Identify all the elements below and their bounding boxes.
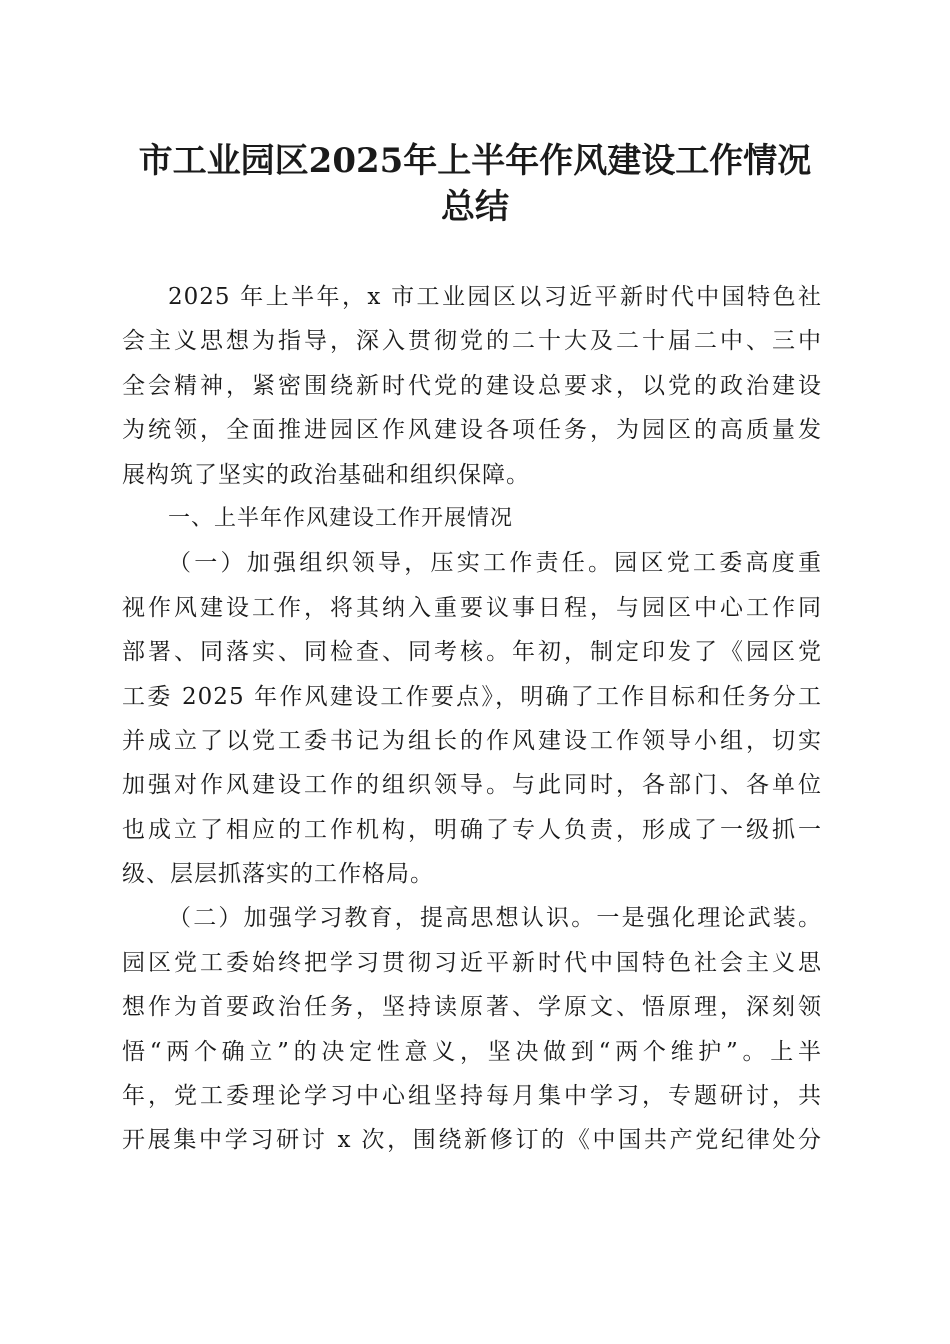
title-line-2: 总结: [441, 187, 509, 227]
para1-line: 加强对作风建设工作的组织领导。与此同时，各部门、各单位: [122, 772, 822, 799]
para1-line: （一）加强组织领导，压实工作责任。园区党工委高度重: [168, 550, 822, 577]
para2-line: 开展集中学习研讨 x 次，围绕新修订的《中国共产党纪律处分: [122, 1127, 822, 1154]
document-title: [100, 138, 850, 230]
para2-line: 园区党工委始终把学习贯彻习近平新时代中国特色社会主义思: [122, 949, 822, 976]
para1-line: 级、层层抓落实的工作格局。: [122, 861, 434, 888]
para2-line: 年，党工委理论学习中心组坚持每月集中学习，专题研讨，共: [122, 1083, 822, 1110]
title-line-1: 市工业园区2025年上半年作风建设工作情况: [138, 141, 812, 181]
para2-line: （二）加强学习教育，提高思想认识。一是强化理论武装。: [168, 905, 822, 932]
intro-line: 为统领，全面推进园区作风建设各项任务，为园区的高质量发: [122, 417, 822, 444]
document-body: [122, 275, 822, 1163]
para1-line: 工委 2025 年作风建设工作要点》，明确了工作目标和任务分工: [122, 683, 822, 710]
para1-line: 也成立了相应的工作机构，明确了专人负责，形成了一级抓一: [122, 816, 822, 843]
para1-line: 并成立了以党工委书记为组长的作风建设工作领导小组，切实: [122, 727, 822, 754]
para1-line: 视作风建设工作，将其纳入重要议事日程，与园区中心工作同: [122, 594, 822, 621]
intro-line: 2025 年上半年，x 市工业园区以习近平新时代中国特色社: [168, 284, 822, 310]
intro-line: 全会精神，紧密围绕新时代党的建设总要求，以党的政治建设: [122, 372, 822, 399]
intro-line: 展构筑了坚实的政治基础和组织保障。: [122, 461, 530, 488]
intro-line: 会主义思想为指导，深入贯彻党的二十大及二十届二中、三中: [122, 328, 822, 355]
para1-line: 部署、同落实、同检查、同考核。年初，制定印发了《园区党: [122, 639, 822, 666]
section-heading: 一、上半年作风建设工作开展情况: [168, 505, 514, 531]
para2-line: 想作为首要政治任务，坚持读原著、学原文、悟原理，深刻领: [122, 994, 822, 1021]
para2-line: 悟“两个确立”的决定性意义，坚决做到“两个维护”。上半: [122, 1038, 822, 1065]
